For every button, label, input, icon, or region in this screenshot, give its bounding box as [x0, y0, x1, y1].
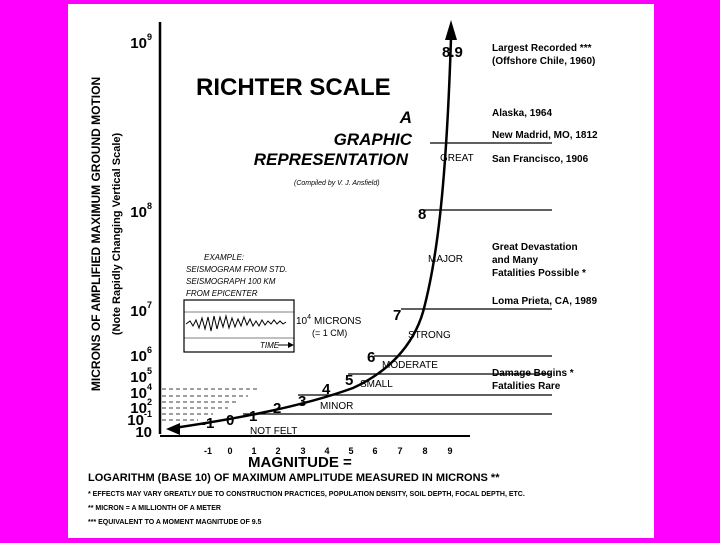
footnotes	[88, 491, 525, 526]
event-label: Fatalities Possible *	[492, 268, 586, 279]
event-label: Largest Recorded ***	[492, 43, 592, 54]
y-tick: $10^4$	[130, 382, 152, 402]
event-label: New Madrid, MO, 1812	[492, 130, 598, 141]
curve-arrowhead-left	[166, 423, 180, 435]
x-tick: 6	[372, 446, 378, 456]
category-label: MODERATE	[382, 360, 438, 371]
x-tick: 9	[447, 446, 453, 456]
x-tick: 2	[275, 446, 281, 456]
curve-arrowhead-top	[445, 20, 457, 40]
event-label: Damage Begins *	[492, 368, 574, 379]
curve-label: 7	[393, 307, 402, 324]
example-line: FROM EPICENTER	[186, 289, 258, 298]
event-label: and Many	[492, 255, 539, 266]
category-label: MINOR	[320, 401, 354, 412]
curve-label: -1	[201, 415, 215, 432]
curve-label: 1	[249, 408, 258, 425]
title-block	[196, 74, 413, 169]
curve-label: 0	[226, 412, 235, 429]
x-tick: 5	[348, 446, 354, 456]
x-axis-sublabel: LOGARITHM (BASE 10) OF MAXIMUM AMPLITUDE MEASURED IN MICRONS **	[88, 472, 500, 484]
x-axis-label: MAGNITUDE =	[248, 454, 352, 471]
x-tick: 7	[397, 446, 403, 456]
footnote: * EFFECTS MAY VARY GREATLY DUE TO CONSTRUCTION PRACTICES, POPULATION DENSITY, SOIL DEPTH, FOCAL DEPTH, ETC.	[88, 491, 525, 498]
event-label: Loma Prieta, CA, 1989	[492, 296, 598, 307]
example-line: SEISMOGRAM FROM STD.	[186, 265, 288, 274]
event-label: (Offshore Chile, 1960)	[492, 56, 596, 67]
x-tick: 8	[422, 446, 428, 456]
curve-label: 8.9	[442, 44, 463, 61]
title-main: RICHTER SCALE	[196, 74, 391, 101]
example-scale-sub: (= 1 CM)	[312, 328, 348, 338]
curve-label: 8	[418, 206, 427, 223]
y-tick: $10^5$	[130, 366, 152, 386]
y-tick: $10^7$	[130, 300, 152, 320]
category-label: STRONG	[408, 330, 451, 341]
event-label: Fatalities Rare	[492, 381, 561, 392]
y-tick: $10^8$	[130, 201, 152, 221]
y-tick: $10^2$	[130, 397, 152, 417]
curve-label: 5	[345, 372, 354, 389]
y-axis-note: (Note Rapidly Changing Vertical Scale)	[111, 132, 123, 336]
y-axis-ticks	[127, 32, 152, 441]
example-line: EXAMPLE:	[204, 253, 245, 262]
category-label: GREAT	[440, 153, 474, 164]
y-tick: $10^{-1}$	[127, 409, 152, 429]
example-scale: $10^4$ MICRONS	[296, 314, 362, 327]
category-label: NOT FELT	[250, 426, 298, 437]
x-tick: 0	[227, 446, 233, 456]
x-tick: 3	[300, 446, 306, 456]
curve-label: 6	[367, 349, 376, 366]
example-time-label: TIME	[260, 341, 280, 350]
footnote: ** MICRON = A MILLIONTH OF A METER	[88, 505, 221, 512]
category-label: MAJOR	[428, 254, 463, 265]
event-label: Great Devastation	[492, 242, 578, 253]
event-label: Alaska, 1964	[492, 108, 553, 119]
y-tick: $10^9$	[130, 32, 152, 52]
curve-label: 3	[298, 393, 307, 410]
event-annotations	[492, 43, 598, 392]
curve-label: 4	[322, 381, 331, 398]
category-label: SMALL	[360, 379, 393, 390]
event-label: San Francisco, 1906	[492, 154, 589, 165]
richter-diagram	[68, 4, 654, 538]
footnote: *** EQUIVALENT TO A MOMENT MAGNITUDE OF 9.5	[88, 519, 262, 526]
y-axis-label: MICRONS OF AMPLIFIED MAXIMUM GROUND MOTION	[89, 76, 103, 392]
example-seismogram	[184, 253, 362, 352]
example-line: SEISMOGRAPH 100 KM	[186, 277, 276, 286]
curve-label: 2	[273, 400, 282, 417]
title-line4: REPRESENTATION	[253, 150, 408, 169]
title-credit: (Compiled by V. J. Ansfield)	[294, 180, 380, 187]
y-tick: 10	[135, 424, 152, 441]
x-tick: 4	[324, 446, 330, 456]
y-tick: $10^6$	[130, 345, 152, 365]
title-line3: GRAPHIC	[333, 130, 412, 149]
title-line2: A	[399, 108, 412, 127]
diagram-sheet	[68, 4, 654, 538]
x-tick: -1	[203, 446, 213, 456]
x-tick: 1	[251, 446, 257, 456]
